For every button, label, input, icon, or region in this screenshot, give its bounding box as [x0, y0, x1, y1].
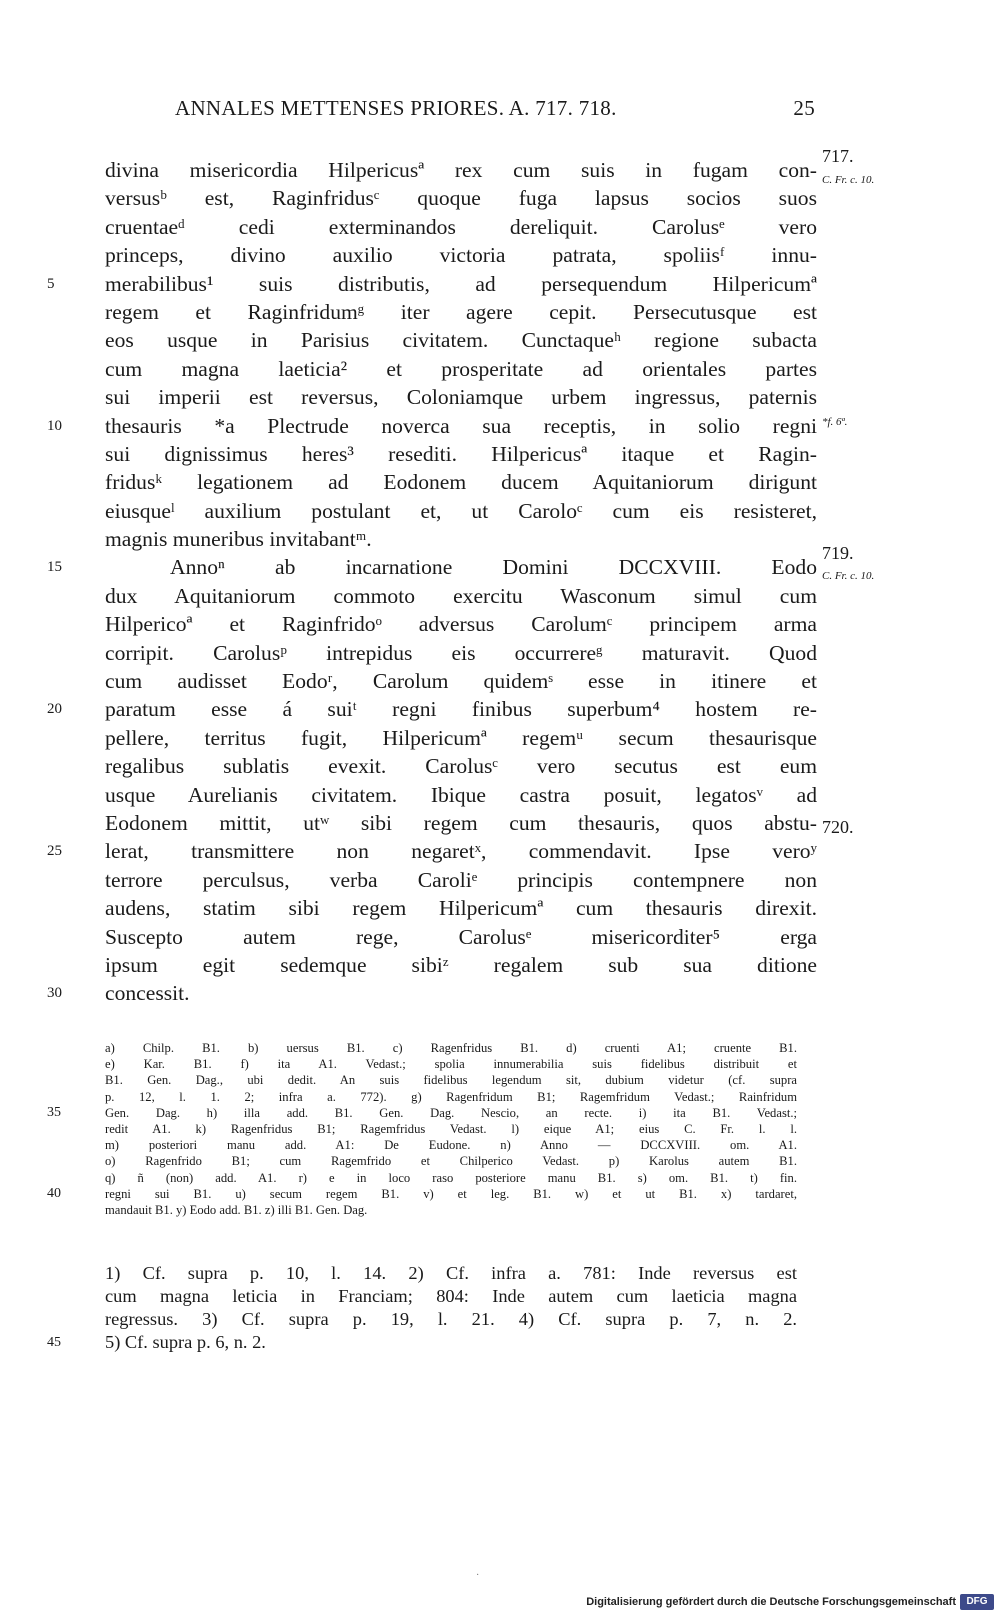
footnote-line: regressus. 3) Cf. supra p. 19, l. 21. 4) Cf. supra p. 7, n. 2. — [105, 1309, 797, 1329]
line-number: 35 — [47, 1104, 61, 1120]
line-number: 10 — [47, 417, 62, 434]
margin-year-719: 719. — [822, 543, 854, 563]
dfg-logo: DFG — [960, 1594, 994, 1610]
text-line: versusᵇ est, Raginfridusᶜ quoque fuga lapsus socios suos — [105, 186, 817, 211]
apparatus-line: a) Chilp. B1. b) uersus B1. c) Ragenfridus B1. d) cruenti A1; cruente B1. — [105, 1041, 797, 1055]
apparatus-line — [47, 1104, 797, 1121]
apparatus-line: redit A1. k) Ragenfridus B1; Ragemfridus Vedast. l) eique A1; eius C. Fr. l. l. — [105, 1121, 797, 1136]
line-number: 15 — [47, 559, 62, 576]
text-line: pellere, territus fugit, Hilpericumª regemᵘ secum thesaurisque — [105, 725, 817, 750]
text-line: regem et Raginfridumᵍ iter agere cepit. Persecutusque est — [105, 299, 817, 324]
apparatus-line: mandauit B1. y) Eodo add. B1. z) illi B1. Gen. Dag. — [105, 1202, 368, 1217]
text-line: princeps, divino auxilio victoria patrata, spoliisᶠ innu- — [105, 243, 817, 268]
text-line: sui imperii est reversus, Coloniamque urbem ingressus, paternis — [105, 385, 817, 410]
margin-ref-717 — [822, 168, 874, 189]
text-line-content: thesauris *a Plectrude noverca sua receptis, in solio regni — [105, 413, 817, 438]
line-number: 20 — [47, 701, 62, 718]
text-line: cum magna laeticia² et prosperitate ad orientales partes — [105, 356, 817, 381]
text-line-content: paratum esse á suiᵗ regni finibus superbum⁴ hostem re- — [105, 697, 817, 722]
apparatus-line-content: Gen. Dag. h) illa add. B1. Gen. Dag. Nescio, an recte. i) ita B1. Vedast.; — [105, 1105, 797, 1120]
text-line: Suscepto autem rege, Carolusᵉ misericorditer⁵ erga — [105, 924, 817, 949]
text-line — [47, 553, 817, 581]
critical-apparatus — [47, 1040, 797, 1218]
text-line: sui dignissimus heres³ resediti. Hilpericusª itaque et Ragin- — [105, 441, 817, 466]
text-line-content: concessit. — [105, 981, 190, 1006]
text-line: dux Aquitaniorum commoto exercitu Wasconum simul cum — [105, 583, 817, 608]
header-title: ANNALES METTENSES PRIORES. A. 717. 718. — [175, 96, 617, 120]
margin-year-720: 720. — [822, 817, 854, 837]
margin-folio — [822, 410, 847, 431]
text-line: corripit. Carolusᵖ intrepidus eis occurrereᵍ maturavit. Quod — [105, 640, 817, 665]
text-line: usque Aurelianis civitatem. Ibique castra posuit, legatosᵛ ad — [105, 782, 817, 807]
margin-ref-717-text: C. Fr. c. 10. — [822, 174, 875, 186]
text-line — [47, 270, 817, 298]
line-number: 25 — [47, 843, 62, 860]
line-number: 5 — [47, 275, 55, 292]
text-line — [47, 695, 817, 723]
text-line — [47, 979, 817, 1007]
apparatus-line: B1. Gen. Dag., ubi dedit. An suis fidelibus legendum sit, dubium videtur (cf. supra — [105, 1073, 797, 1088]
apparatus-line: q) ñ (non) add. A1. r) e in loco raso posteriore manu B1. s) om. B1. t) fin. — [105, 1170, 797, 1185]
text-line: eos usque in Parisius civitatem. Cunctaqueʰ regione subacta — [105, 328, 817, 353]
apparatus-line: p. 12, l. 1. 2; infra a. 772). g) Ragenfridum B1; Ragemfridum Vedast.; Rainfridum — [105, 1089, 797, 1104]
margin-folio-text: *f. 6ª. — [822, 416, 848, 428]
text-line: Hilpericoª et Raginfridoᵒ adversus Carolumᶜ principem arma — [105, 612, 817, 637]
text-line-content: lerat, transmittere non negaretˣ, commendavit. Ipse veroʸ — [105, 839, 817, 864]
scan-dot: · — [476, 1570, 480, 1581]
footnotes — [47, 1262, 797, 1354]
margin-ref-719-text: C. Fr. c. 10. — [822, 570, 875, 582]
footnote-line: cum magna leticia in Franciam; 804: Inde autem cum laeticia magna — [105, 1286, 797, 1306]
line-number: 45 — [47, 1335, 61, 1350]
text-line: eiusqueˡ auxilium postulant et, ut Caroloᶜ cum eis resisteret, — [105, 498, 817, 523]
text-line: fridusᵏ legationem ad Eodonem ducem Aquitaniorum dirigunt — [105, 470, 817, 495]
footnote-line-content: 5) Cf. supra p. 6, n. 2. — [105, 1332, 266, 1352]
text-line: divina misericordia Hilpericusª rex cum suis in fugam con- — [105, 158, 817, 182]
text-line: magnis muneribus invitabantᵐ. — [105, 527, 372, 552]
apparatus-line: m) posteriori manu add. A1: De Eudone. n) Anno — DCCXVIII. om. A1. — [105, 1138, 797, 1153]
margin-year-717: 717. — [822, 146, 854, 166]
apparatus-line: e) Kar. B1. f) ita A1. Vedast.; spolia innumerabilia suis fidelibus distribuit et — [105, 1057, 797, 1072]
page-number: 25 — [793, 96, 815, 120]
text-line — [47, 412, 817, 440]
text-line: cum audisset Eodoʳ, Carolum quidemˢ esse in itinere et — [105, 669, 817, 694]
main-text — [47, 156, 817, 1008]
line-number: 30 — [47, 985, 62, 1002]
text-line: terrore perculsus, verba Caroliᵉ principis contempnere non — [105, 867, 817, 892]
apparatus-line: o) Ragenfrido B1; cum Ragemfrido et Chilperico Vedast. p) Karolus autem B1. — [105, 1154, 797, 1169]
text-line — [47, 837, 817, 865]
margin-ref-719 — [822, 564, 874, 585]
text-line: regalibus sublatis evexit. Carolusᶜ vero secutus est eum — [105, 754, 817, 779]
line-number: 40 — [47, 1185, 61, 1201]
footnote-line: 1) Cf. supra p. 10, l. 14. 2) Cf. infra a. 781: Inde reversus est — [105, 1263, 797, 1283]
footnote-line — [47, 1331, 797, 1354]
text-line: Eodonem mittit, utʷ sibi regem cum thesauris, quos abstu- — [105, 810, 817, 835]
apparatus-line — [47, 1185, 797, 1202]
text-line-content: Annoⁿ ab incarnatione Domini DCCXVIII. Eodo — [170, 555, 817, 580]
text-line: audens, statim sibi regem Hilpericumª cum thesauris direxit. — [105, 896, 817, 921]
text-line-content: merabilibus¹ suis distributis, ad persequendum Hilpericumª — [105, 271, 817, 296]
apparatus-line-content: regni sui B1. u) secum regem B1. v) et leg. B1. w) et ut B1. x) tardaret, — [105, 1186, 797, 1201]
text-line: ipsum egit sedemque sibiᶻ regalem sub sua ditione — [105, 952, 817, 977]
text-line: cruentaeᵈ cedi exterminandos dereliquit. Carolusᵉ vero — [105, 214, 817, 239]
digitization-credit: Digitalisierung gefördert durch die Deutsche Forschungsgemeinschaft — [586, 1596, 956, 1608]
